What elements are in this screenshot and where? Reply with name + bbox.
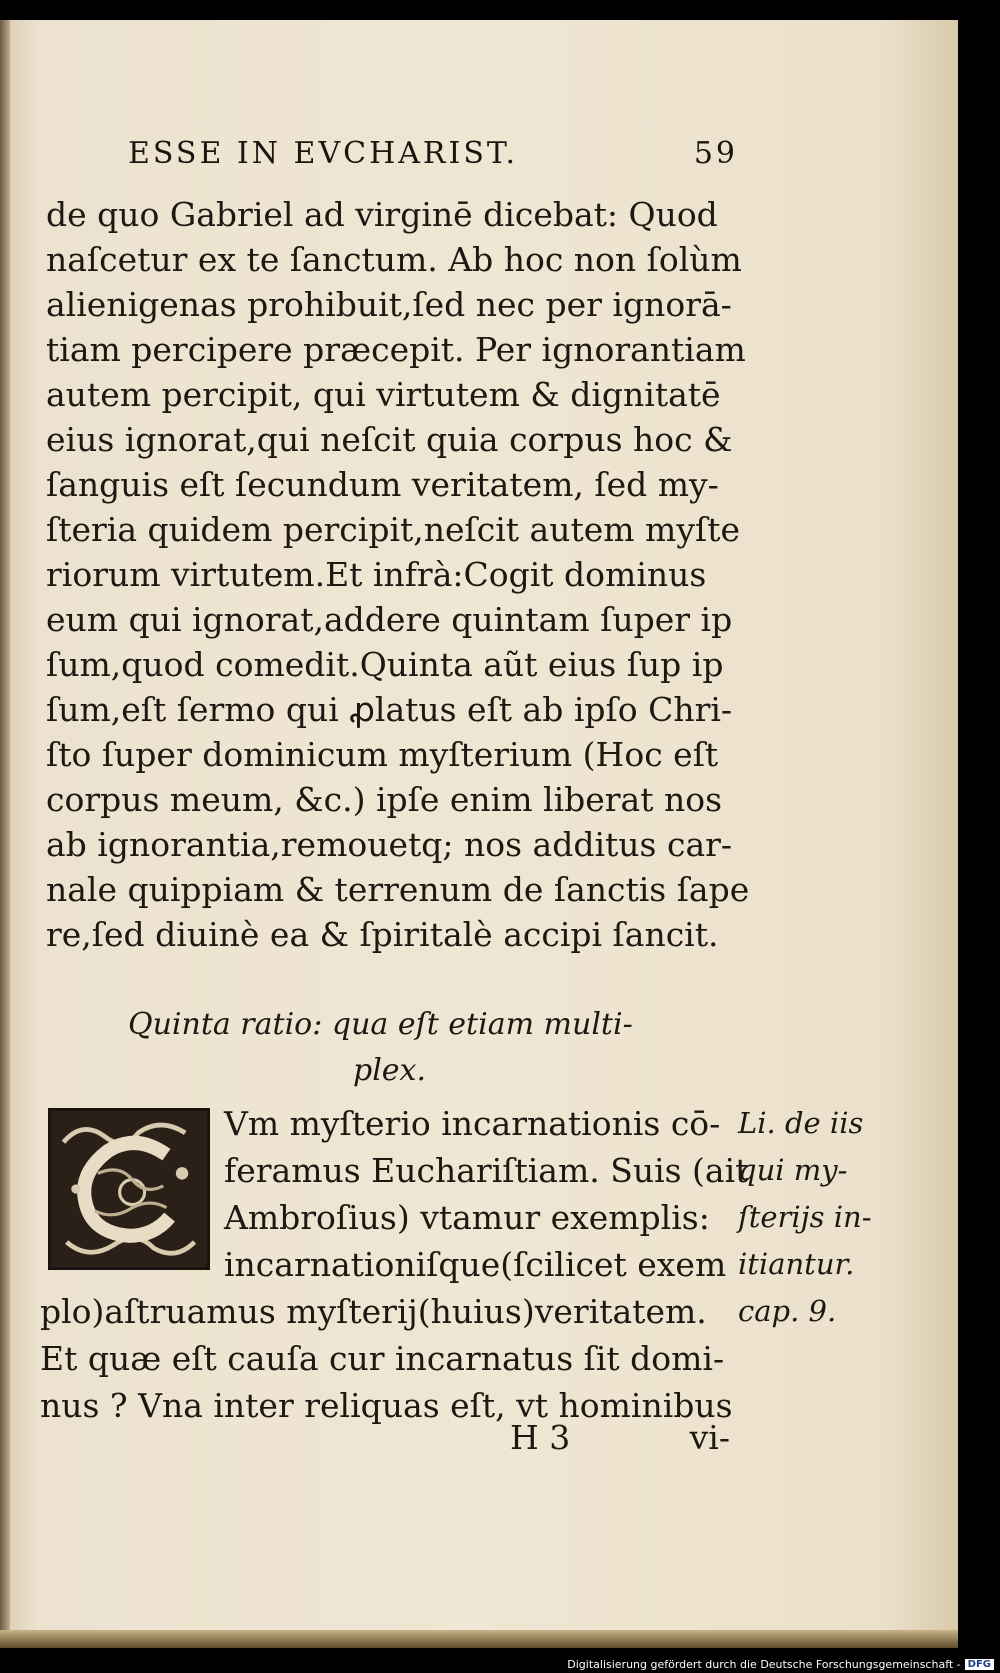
text-line: ſanguis eſt ſecundum veritatem, ſed my- [46, 465, 719, 504]
marginal-line: itiantur. [738, 1247, 855, 1281]
text-line: plo)aſtruamus myſterij(huius)veritatem. [40, 1292, 707, 1331]
page-number: 59 [693, 136, 738, 171]
section-heading [128, 1002, 688, 1094]
text-line: tiam percipere præcepit. Per ignorantiam [46, 330, 746, 369]
book-page [0, 20, 958, 1648]
text-line: ſteria quidem percipit,neſcit autem myſte [46, 510, 740, 549]
decorated-initial-c-icon [48, 1108, 210, 1270]
text-line: Vm myſterio incarnationis cō- [224, 1104, 721, 1143]
text-line: naſcetur ex te ſanctum. Ab hoc non ſolùm [46, 240, 742, 279]
text-line: nus ? Vna inter reliquas eſt, vt hominibus [40, 1386, 733, 1425]
text-line: re,ſed diuinè ea & ſpiritalè accipi ſancit. [46, 915, 719, 954]
digitization-credit [567, 1658, 994, 1671]
text-line: incarnationiſque(ſcilicet exem [224, 1245, 727, 1284]
text-line: eum qui ignorat,addere quintam ſuper ip [46, 600, 733, 639]
initial-paragraph [224, 1100, 749, 1288]
marginal-note [738, 1100, 898, 1335]
text-line: Et quæ eſt cauſa cur incarnatus ſit domi- [40, 1339, 725, 1378]
catchword: vi- [689, 1418, 730, 1457]
text-line: alienigenas prohibuit,ſed nec per ignorā- [46, 285, 732, 324]
running-head-title: ESSE IN EVCHARIST. [128, 136, 519, 171]
text-line: riorum virtutem.Et infrà:Cogit dominus [46, 555, 707, 594]
marginal-line: qui my- [738, 1153, 848, 1187]
text-line: ſum,eſt ſermo qui ꝓlatus eſt ab ipſo Chri- [46, 690, 733, 729]
marginal-line: Li. de iis [738, 1106, 864, 1140]
text-line: nale quippiam & terrenum de ſanctis ſape [46, 870, 750, 909]
text-line: feramus Euchariſtiam. Suis (ait [224, 1151, 749, 1190]
page-bottom-edge [0, 1630, 958, 1648]
text-line: ab ignorantia,remouetq; nos additus car- [46, 825, 733, 864]
page-left-edge [0, 20, 10, 1648]
text-line: ſum,quod comedit.Quinta aũt eius ſup ip [46, 645, 724, 684]
continued-paragraph [40, 1288, 740, 1429]
text-line: eius ignorat,qui neſcit quia corpus hoc & [46, 420, 733, 459]
marginal-line: cap. 9. [738, 1294, 837, 1328]
page-footer [510, 1418, 730, 1457]
body-text [46, 192, 750, 957]
text-line: ſto ſuper dominicum myſterium (Hoc eſt [46, 735, 719, 774]
credit-text: Digitalisierung gefördert durch die Deutsche Forschungsgemeinschaft - [567, 1658, 961, 1671]
section-heading-line1: Quinta ratio: qua eſt etiam multi- [128, 1007, 633, 1042]
text-line: Ambroſius) vtamur exemplis: [224, 1198, 710, 1237]
running-head [128, 136, 738, 171]
signature-mark: H 3 [510, 1418, 571, 1457]
dfg-logo: DFG [965, 1659, 994, 1670]
section-heading-line2: plex. [353, 1053, 427, 1088]
marginal-line: ſterijs in- [738, 1200, 872, 1234]
text-line: corpus meum, &c.) ipſe enim liberat nos [46, 780, 723, 819]
text-line: de quo Gabriel ad virginē dicebat: Quod [46, 195, 718, 234]
text-line: autem percipit, qui virtutem & dignitatē [46, 375, 721, 414]
